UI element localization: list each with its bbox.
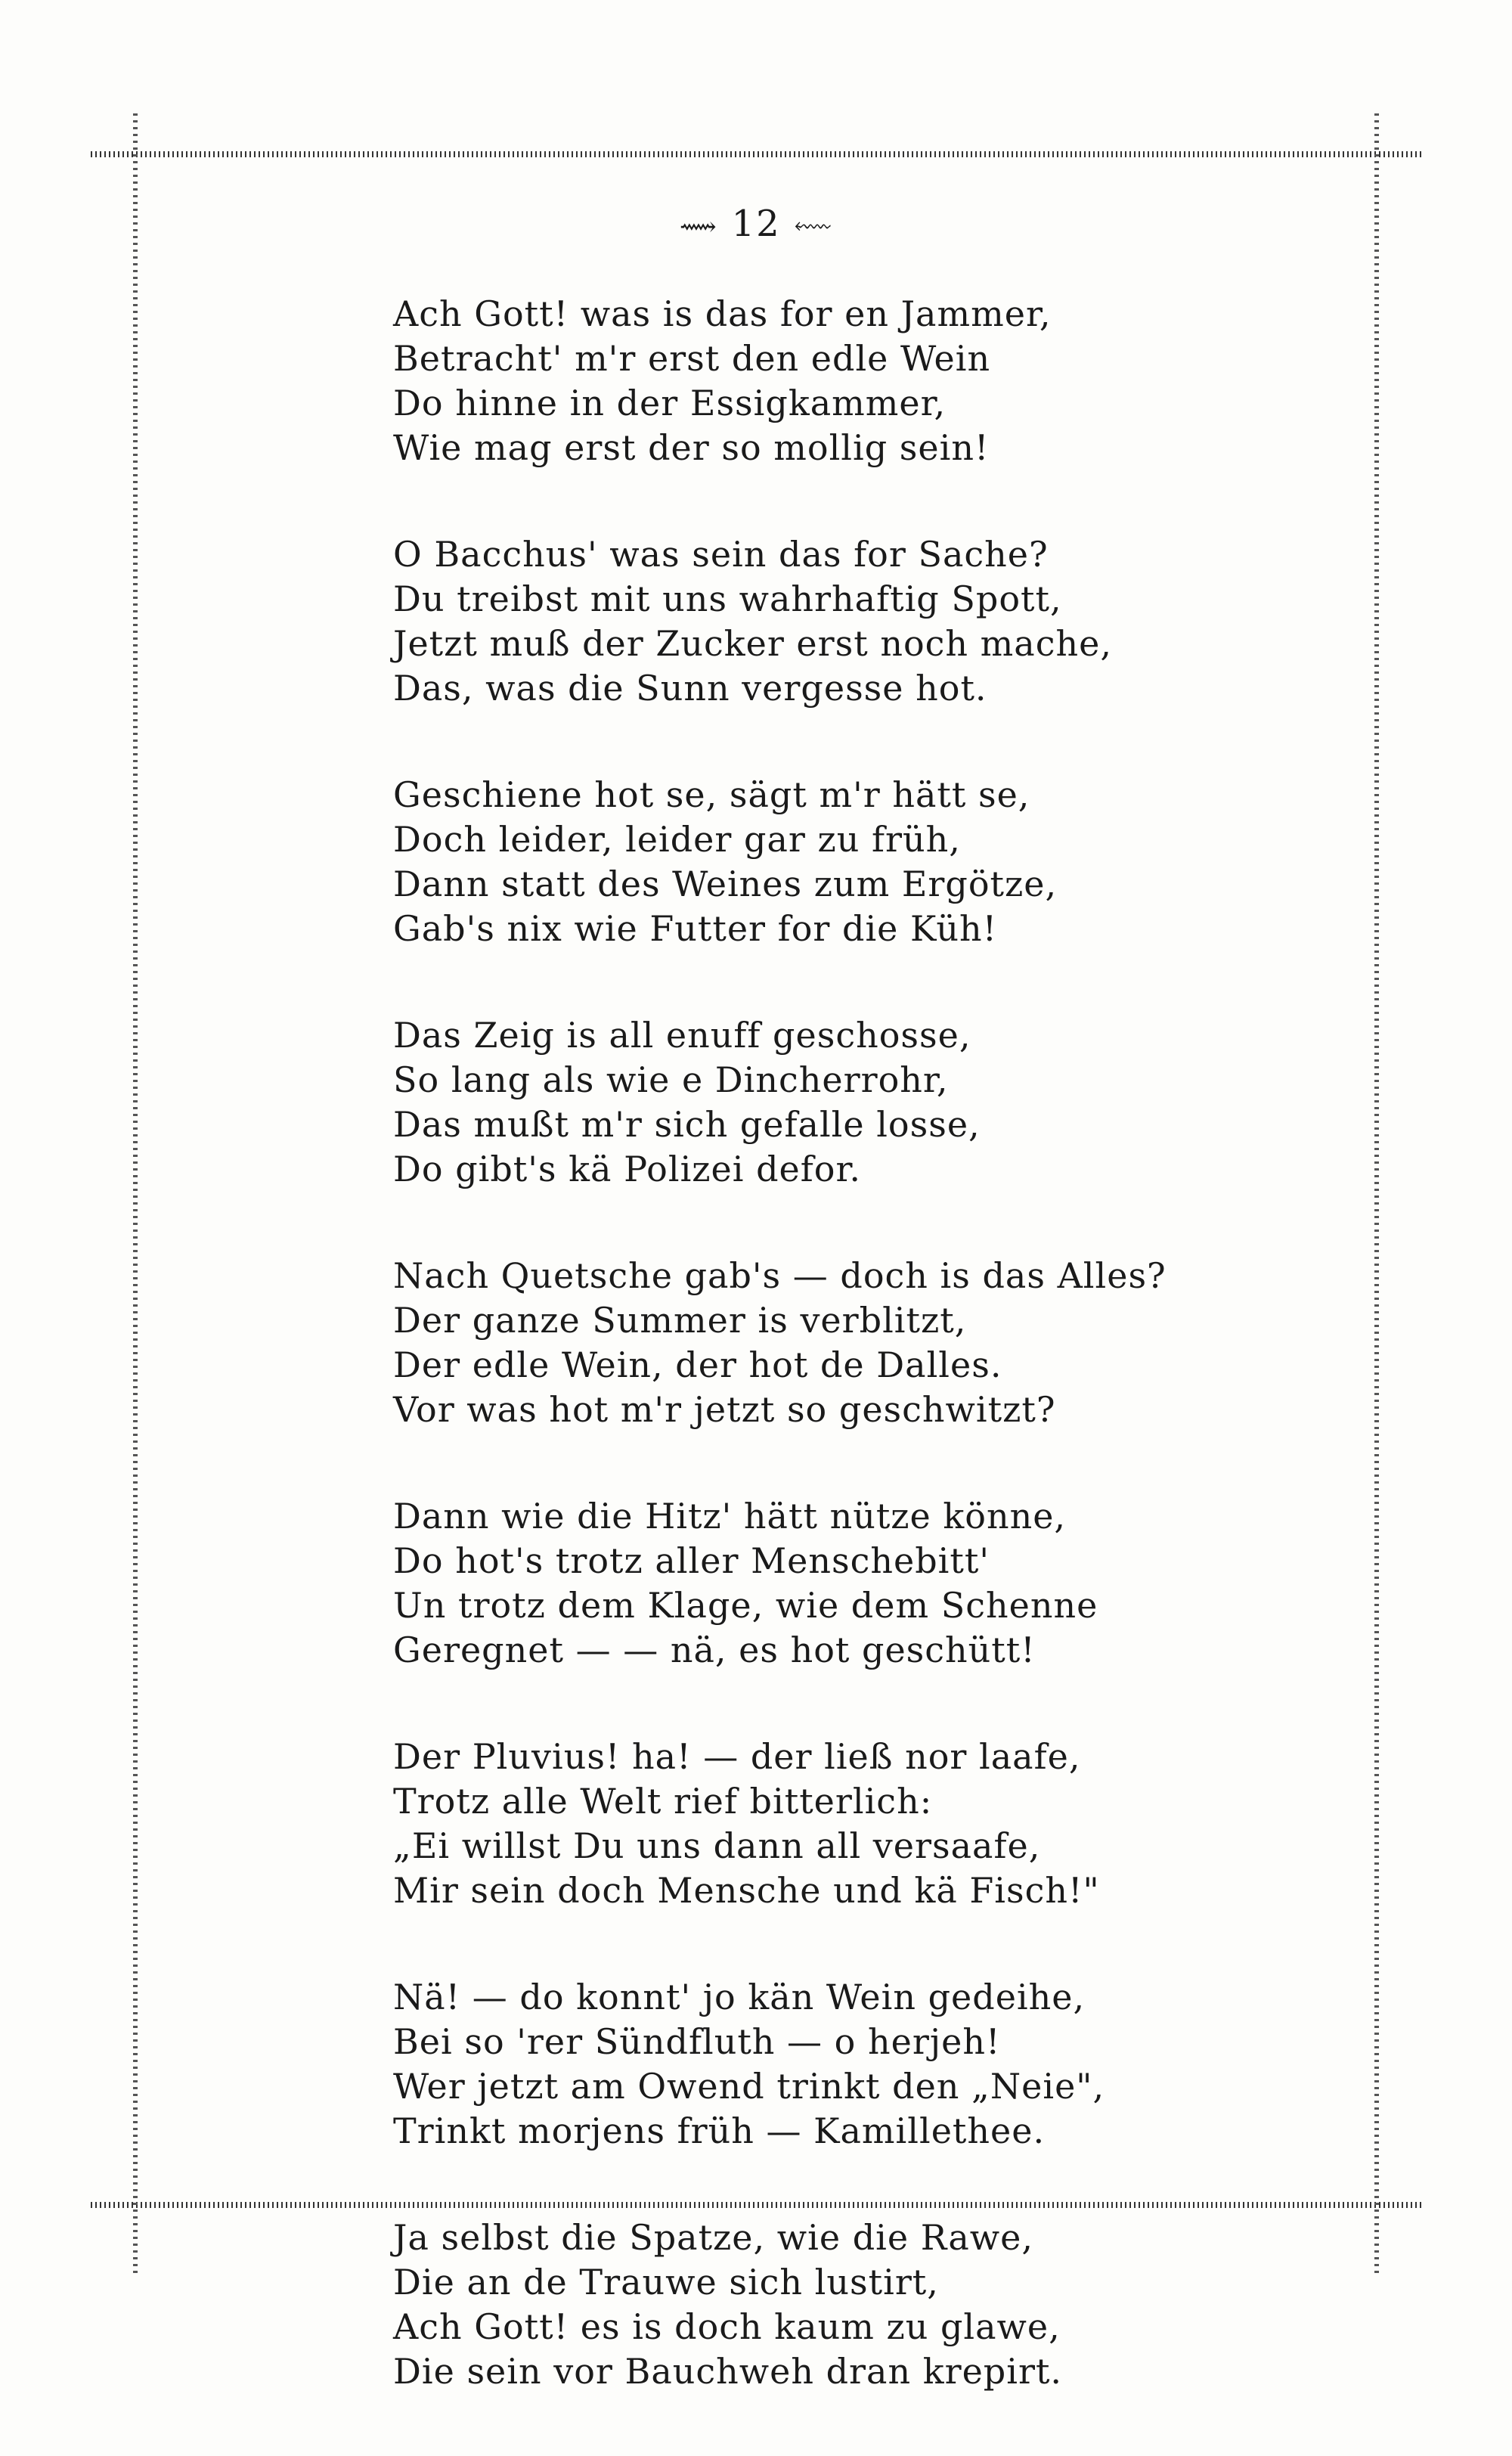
right-ornament-icon: ⬳ xyxy=(794,211,833,242)
stanza xyxy=(393,1254,1179,1432)
poem-line: Trotz alle Welt rief bitterlich: xyxy=(393,1781,933,1822)
poem-line: „Ei willst Du uns dann all versaafe, xyxy=(393,1825,1041,1866)
poem-line: Das, was die Sunn vergesse hot. xyxy=(393,668,987,709)
poem-line: Geschiene hot se, sägt m'r hätt se, xyxy=(393,774,1030,815)
top-border-rule xyxy=(91,151,1421,157)
poem-line: Der ganze Summer is verblitzt, xyxy=(393,1300,967,1341)
poem-line: Trinkt morjens früh — Kamillethee. xyxy=(393,2110,1046,2151)
poem-line: So lang als wie e Dincherrohr, xyxy=(393,1059,949,1100)
poem-line: Die an de Trauwe sich lustirt, xyxy=(393,2262,939,2302)
poem-line: Do hinne in der Essigkammer, xyxy=(393,383,947,423)
poem-line: Un trotz dem Klage, wie dem Schenne xyxy=(393,1585,1098,1626)
right-border-rule xyxy=(1374,113,1379,2278)
poem-line: Dann statt des Weines zum Ergötze, xyxy=(393,864,1058,904)
poem-line: Ach Gott! es is doch kaum zu glawe, xyxy=(393,2306,1061,2347)
poem-line: Jetzt muß der Zucker erst noch mache, xyxy=(393,623,1112,664)
poem-line: Die sein vor Bauchweh dran krepirt. xyxy=(393,2351,1063,2392)
poem-line: Ja selbst die Spatze, wie die Rawe, xyxy=(393,2217,1034,2258)
page-number: 12 xyxy=(731,203,781,245)
poem-body xyxy=(393,292,1179,2456)
page-header xyxy=(0,203,1512,245)
poem-line: Das Zeig is all enuff geschosse, xyxy=(393,1015,971,1056)
poem-line: Du treibst mit uns wahrhaftig Spott, xyxy=(393,578,1062,619)
stanza xyxy=(393,1735,1179,1913)
stanza xyxy=(393,2216,1179,2394)
poem-line: Doch leider, leider gar zu früh, xyxy=(393,819,961,860)
stanza xyxy=(393,773,1179,951)
stanza xyxy=(393,532,1179,711)
poem-line: Do gibt's kä Polizei defor. xyxy=(393,1149,862,1189)
poem-line: Der edle Wein, der hot de Dalles. xyxy=(393,1344,1002,1385)
poem-line: O Bacchus' was sein das for Sache? xyxy=(393,534,1049,575)
stanza xyxy=(393,1013,1179,1192)
poem-line: Wer jetzt am Owend trinkt den „Neie", xyxy=(393,2066,1105,2107)
poem-line: Der Pluvius! ha! — der ließ nor laafe, xyxy=(393,1736,1081,1777)
poem-line: Bei so 'rer Sündfluth — o herjeh! xyxy=(393,2021,1001,2062)
stanza xyxy=(393,1494,1179,1673)
poem-line: Mir sein doch Mensche und kä Fisch!" xyxy=(393,1870,1100,1911)
poem-line: Nach Quetsche gab's — doch is das Alles? xyxy=(393,1255,1167,1296)
left-border-rule xyxy=(133,113,138,2278)
poem-line: Betracht' m'r erst den edle Wein xyxy=(393,338,991,379)
left-ornament-icon: ⟿ xyxy=(679,211,718,242)
poem-line: Vor was hot m'r jetzt so geschwitzt? xyxy=(393,1389,1056,1430)
poem-line: Ach Gott! was is das for en Jammer, xyxy=(393,293,1052,334)
stanza xyxy=(393,1975,1179,2154)
poem-line: Geregnet — — nä, es hot geschütt! xyxy=(393,1630,1036,1670)
stanza xyxy=(393,292,1179,470)
poem-line: Nä! — do konnt' jo kän Wein gedeihe, xyxy=(393,1977,1086,2017)
poem-line: Dann wie die Hitz' hätt nütze könne, xyxy=(393,1496,1067,1537)
poem-line: Das mußt m'r sich gefalle losse, xyxy=(393,1104,981,1145)
poem-line: Do hot's trotz aller Menschebitt' xyxy=(393,1540,990,1581)
poem-line: Gab's nix wie Futter for die Küh! xyxy=(393,908,998,949)
poem-line: Wie mag erst der so mollig sein! xyxy=(393,427,990,468)
